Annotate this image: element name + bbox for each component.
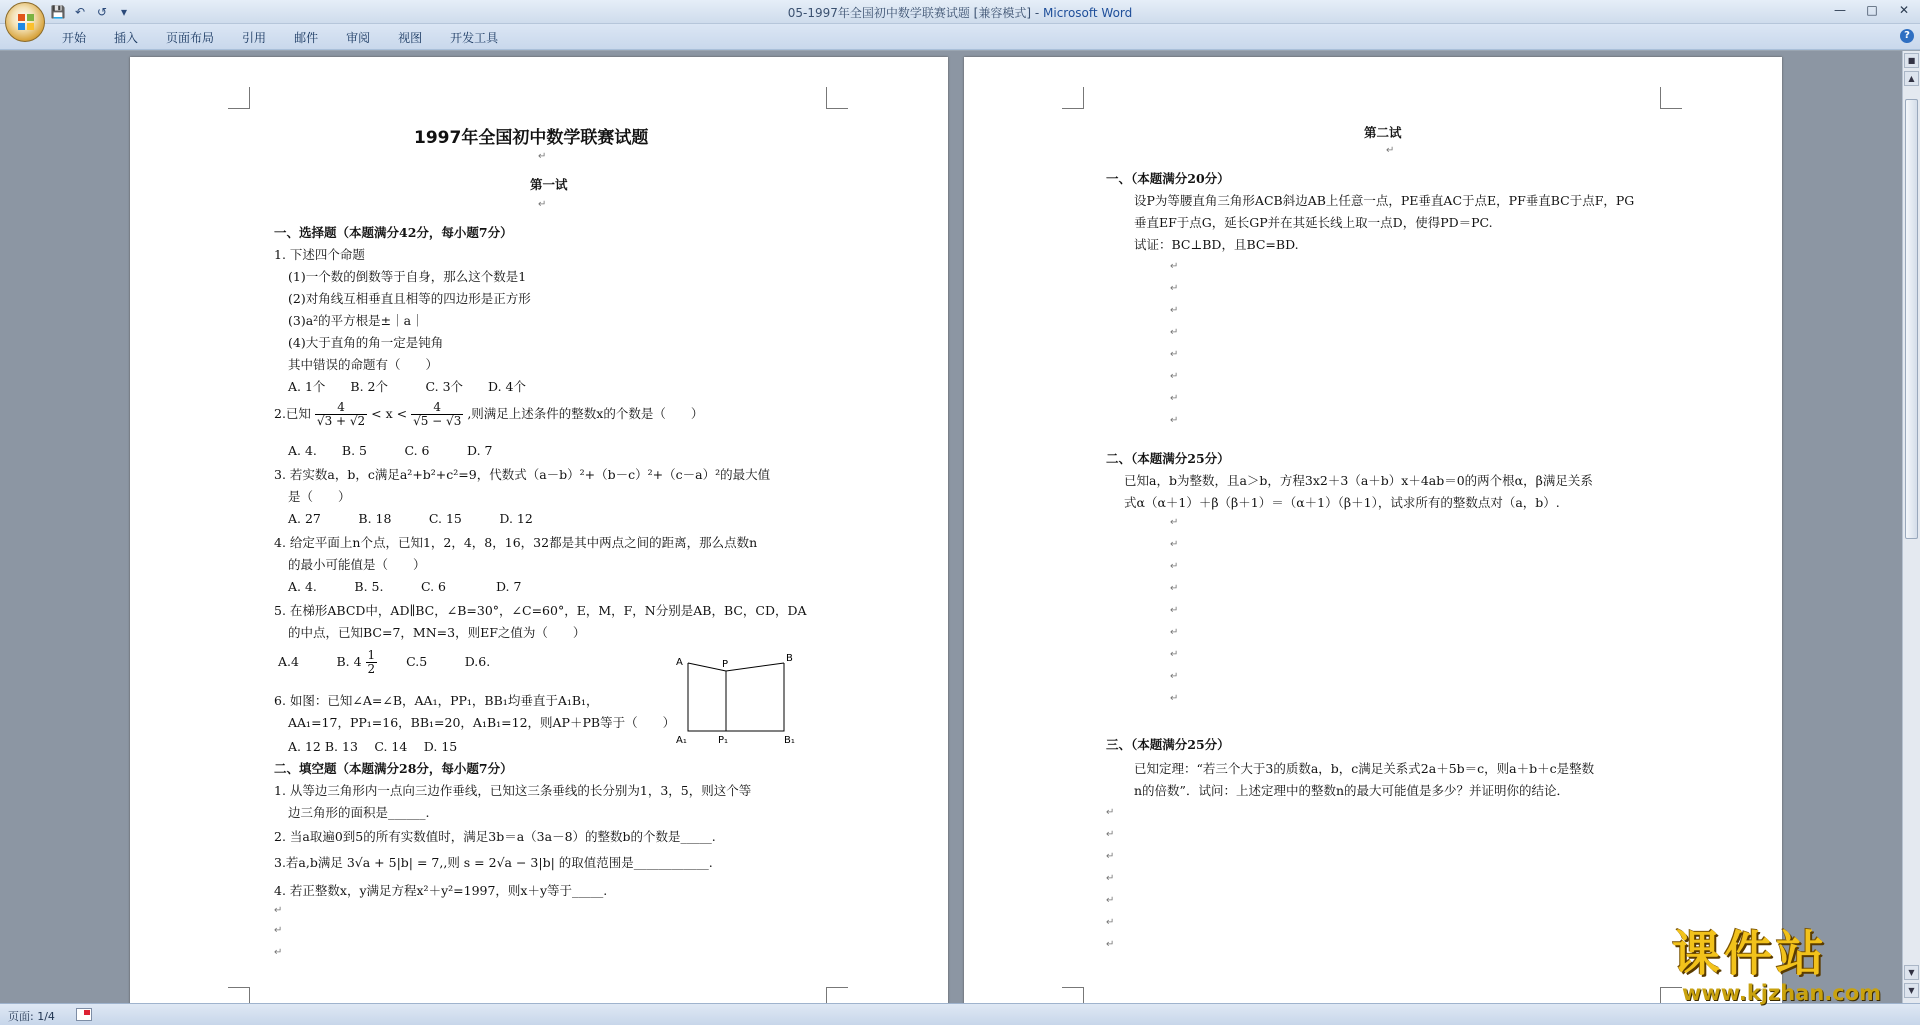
- watermark-url: www.kjzhan.com: [1682, 981, 1882, 1005]
- answer-options: A. 4. B. 5 C. 6 D. 7: [288, 443, 493, 458]
- figure-outline: [688, 663, 784, 731]
- watermark-title: 课件站: [1672, 926, 1829, 982]
- scrollbar-thumb[interactable]: [1905, 99, 1918, 539]
- question-text: 的最小可能值是（ ）: [288, 557, 426, 572]
- tab-home[interactable]: 开始: [62, 31, 87, 45]
- fraction-numerator: 4: [315, 401, 367, 415]
- problem-text: 已知a，b为整数，且a＞b，方程3x2＋3（a＋b）x＋4ab＝0的两个根α，β满足关系: [1124, 473, 1593, 488]
- question-text: 5. 在梯形ABCD中，AD∥BC，∠B=30°，∠C=60°，E，M，F，N分别是AB，BC，CD，DA: [274, 603, 807, 618]
- ribbon-tabs: [52, 29, 516, 46]
- paragraph-mark: ↵: [1106, 851, 1115, 862]
- document-title: 05-1997年全国初中数学联赛试题 [兼容模式] -: [787, 6, 1043, 20]
- proofing-status-icon[interactable]: [76, 1008, 92, 1021]
- fraction-denominator: √5 − √3: [413, 414, 462, 428]
- paragraph-mark: ↵: [1170, 393, 1179, 404]
- document-workspace: [0, 51, 1902, 1003]
- paragraph-mark: ↵: [538, 151, 547, 162]
- section-heading: 二、填空题（本题满分28分，每小题7分）: [274, 761, 513, 776]
- undo-icon[interactable]: ↶: [74, 5, 86, 19]
- crop-mark: [228, 87, 250, 109]
- paragraph-mark: ↵: [1106, 939, 1115, 950]
- paragraph-mark: ↵: [1170, 327, 1179, 338]
- answer-options: [278, 649, 490, 676]
- question-text: 6. 如图：已知∠A=∠B，AA₁，PP₁，BB₁均垂直于A₁B₁，: [274, 693, 599, 708]
- statement-text: (2)对角线互相垂直且相等的四边形是正方形: [288, 291, 531, 306]
- point-label-a1: A₁: [676, 735, 687, 746]
- section-heading: 一、选择题（本题满分42分，每小题7分）: [274, 225, 513, 240]
- question-text: [274, 401, 703, 428]
- tab-insert[interactable]: 插入: [114, 31, 139, 45]
- fraction-denominator: 2: [367, 662, 376, 676]
- paragraph-mark: ↵: [274, 925, 283, 936]
- close-icon[interactable]: ✕: [1898, 3, 1910, 17]
- question-text: 3. 若实数a，b，c满足a²+b²+c²=9，代数式（a－b）²+（b－c）²+（c－a）²的最大值: [274, 467, 771, 482]
- redo-icon[interactable]: ↺: [96, 5, 108, 19]
- next-page-icon[interactable]: ▼: [1904, 983, 1919, 998]
- paragraph-mark: ↵: [1170, 605, 1179, 616]
- paragraph-mark: ↵: [1170, 283, 1179, 294]
- paragraph-mark: ↵: [1170, 261, 1179, 272]
- question-text: AA₁=17，PP₁=16，BB₁=20，A₁B₁=12，则AP＋PB等于（ ）: [288, 715, 676, 730]
- maximize-icon[interactable]: □: [1866, 3, 1878, 17]
- customize-qat-icon[interactable]: ▾: [120, 5, 128, 19]
- document-page-2[interactable]: [964, 57, 1782, 1003]
- document-title-heading: 1997年全国初中数学联赛试题: [414, 128, 649, 148]
- question-text: 4. 给定平面上n个点，已知1，2，4，8，16，32都是其中两点之间的距离，那么点数n: [274, 535, 758, 550]
- window-title: [0, 4, 1920, 21]
- figure-segments: [688, 663, 784, 671]
- app-name: Microsoft Word: [1043, 6, 1133, 20]
- point-label-b: B: [786, 653, 793, 664]
- inequality-sign: < x <: [371, 406, 412, 421]
- status-bar: [0, 1003, 1920, 1025]
- exam-section-title: 第二试: [1364, 125, 1402, 140]
- question-text: 的中点，已知BC=7，MN=3，则EF之值为（ ）: [288, 625, 586, 640]
- fraction: [411, 401, 463, 428]
- question-text-prefix: 2.已知: [274, 406, 311, 421]
- paragraph-mark: ↵: [1106, 829, 1115, 840]
- section-heading: 二、（本题满分25分）: [1106, 451, 1230, 466]
- title-bar: [0, 0, 1920, 24]
- question-text-suffix: ,则满足上述条件的整数x的个数是（ ）: [467, 406, 704, 421]
- paragraph-mark: ↵: [1170, 561, 1179, 572]
- ribbon: [0, 24, 1920, 50]
- page-indicator[interactable]: 页面: 1/4: [8, 1010, 55, 1023]
- question-text: 1. 下述四个命题: [274, 247, 365, 262]
- point-label-p1: P₁: [718, 735, 729, 746]
- paragraph-mark: ↵: [1170, 371, 1179, 382]
- question-prompt: 其中错误的命题有（ ）: [288, 357, 439, 372]
- fraction-numerator: 1: [367, 648, 376, 662]
- options-prefix: A.4 B. 4: [278, 654, 362, 669]
- point-label-b1: B₁: [784, 735, 795, 746]
- question-text: 是（ ）: [288, 489, 351, 504]
- watermark-logo: [1668, 927, 1904, 1007]
- question-text: 3.若a,b满足 3√a + 5|b| = 7,,则 s = 2√a − 3|b| 的取值范围是____________.: [274, 855, 713, 870]
- tab-review[interactable]: 审阅: [346, 31, 371, 45]
- tab-developer[interactable]: 开发工具: [450, 31, 499, 45]
- office-button[interactable]: [5, 2, 45, 42]
- paragraph-mark: ↵: [1170, 415, 1179, 426]
- tab-references[interactable]: 引用: [242, 31, 267, 45]
- statement-text: (1)一个数的倒数等于自身，那么这个数是1: [288, 269, 527, 284]
- crop-mark: [1062, 87, 1084, 109]
- crop-mark: [1660, 87, 1682, 109]
- fraction: [315, 401, 367, 428]
- problem-text: 试证：BC⊥BD，且BC=BD.: [1134, 237, 1299, 252]
- save-icon[interactable]: 💾: [50, 5, 66, 19]
- problem-text: n的倍数”．试问：上述定理中的整数n的最大可能值是多少？并证明你的结论．: [1134, 783, 1569, 798]
- answer-options: A. 27 B. 18 C. 15 D. 12: [288, 511, 533, 526]
- document-page-1[interactable]: [130, 57, 948, 1003]
- options-suffix: C.5 D.6.: [381, 654, 491, 669]
- crop-mark: [826, 87, 848, 109]
- paragraph-mark: ↵: [1106, 917, 1115, 928]
- problem-text: 设P为等腰直角三角形ACB斜边AB上任意一点，PE垂直AC于点E，PF垂直BC于点F，PG: [1134, 193, 1635, 208]
- crop-mark: [228, 987, 250, 1003]
- problem-text: 垂直EF于点G，延长GP并在其延长线上取一点D，使得PD＝PC.: [1134, 215, 1493, 230]
- question-text: 4. 若正整数x，y满足方程x²＋y²=1997，则x＋y等于_____.: [274, 883, 608, 898]
- office-logo-icon: [17, 13, 35, 31]
- fraction: [366, 649, 378, 676]
- paragraph-mark: ↵: [274, 905, 283, 916]
- paragraph-mark: ↵: [274, 947, 283, 958]
- paragraph-mark: ↵: [1106, 807, 1115, 818]
- paragraph-mark: ↵: [1170, 693, 1179, 704]
- problem-text: 式α（α＋1）＋β（β＋1）＝（α＋1）（β＋1），试求所有的整数点对（a，b）.: [1124, 495, 1560, 510]
- geometry-figure: [676, 651, 806, 747]
- scroll-up-icon[interactable]: ▲: [1904, 71, 1919, 86]
- exam-section-title: 第一试: [530, 177, 568, 192]
- fraction-denominator: √3 + √2: [316, 414, 366, 428]
- tab-mailings[interactable]: 邮件: [294, 31, 319, 45]
- paragraph-mark: ↵: [1106, 873, 1115, 884]
- vertical-scrollbar[interactable]: [1902, 51, 1920, 1003]
- paragraph-mark: ↵: [1170, 649, 1179, 660]
- paragraph-mark: ↵: [1170, 627, 1179, 638]
- paragraph-mark: ↵: [1170, 583, 1179, 594]
- paragraph-mark: ↵: [1170, 671, 1179, 682]
- statement-text: (4)大于直角的角一定是钝角: [288, 335, 444, 350]
- paragraph-mark: ↵: [1170, 539, 1179, 550]
- help-icon[interactable]: ?: [1900, 29, 1914, 43]
- section-heading: 一、（本题满分20分）: [1106, 171, 1230, 186]
- ruler-toggle-icon[interactable]: ■: [1904, 53, 1919, 68]
- crop-mark: [826, 987, 848, 1003]
- problem-text: 已知定理：“若三个大于3的质数a，b，c满足关系式2a＋5b＝c，则a＋b＋c是整数: [1134, 761, 1595, 776]
- answer-options: A. 4. B. 5. C. 6 D. 7: [288, 579, 522, 594]
- paragraph-mark: ↵: [1170, 349, 1179, 360]
- tab-view[interactable]: 视图: [398, 31, 423, 45]
- paragraph-mark: ↵: [1170, 517, 1179, 528]
- fraction-numerator: 4: [411, 401, 463, 415]
- point-label-a: A: [676, 657, 683, 668]
- crop-mark: [1062, 987, 1084, 1003]
- point-label-p: P: [722, 659, 729, 670]
- minimize-icon[interactable]: —: [1834, 3, 1846, 17]
- paragraph-mark: ↵: [1386, 145, 1395, 156]
- answer-options: A. 12 B. 13 C. 14 D. 15: [288, 739, 458, 754]
- question-text: 1. 从等边三角形内一点向三边作垂线，已知这三条垂线的长分别为1，3，5，则这个等: [274, 783, 752, 798]
- question-text: 2. 当a取遍0到5的所有实数值时，满足3b＝a（3a－8）的整数b的个数是_____.: [274, 829, 716, 844]
- paragraph-mark: ↵: [1106, 895, 1115, 906]
- question-text: 边三角形的面积是______.: [288, 805, 430, 820]
- statement-text: (3)a²的平方根是±｜a｜: [288, 313, 424, 328]
- answer-options: A. 1个 B. 2个 C. 3个 D. 4个: [288, 379, 527, 394]
- paragraph-mark: ↵: [1170, 305, 1179, 316]
- paragraph-mark: ↵: [538, 199, 547, 210]
- scroll-down-icon[interactable]: ▼: [1904, 965, 1919, 980]
- section-heading: 三、（本题满分25分）: [1106, 737, 1230, 752]
- tab-page-layout[interactable]: 页面布局: [166, 31, 215, 45]
- window-controls: [1824, 0, 1920, 20]
